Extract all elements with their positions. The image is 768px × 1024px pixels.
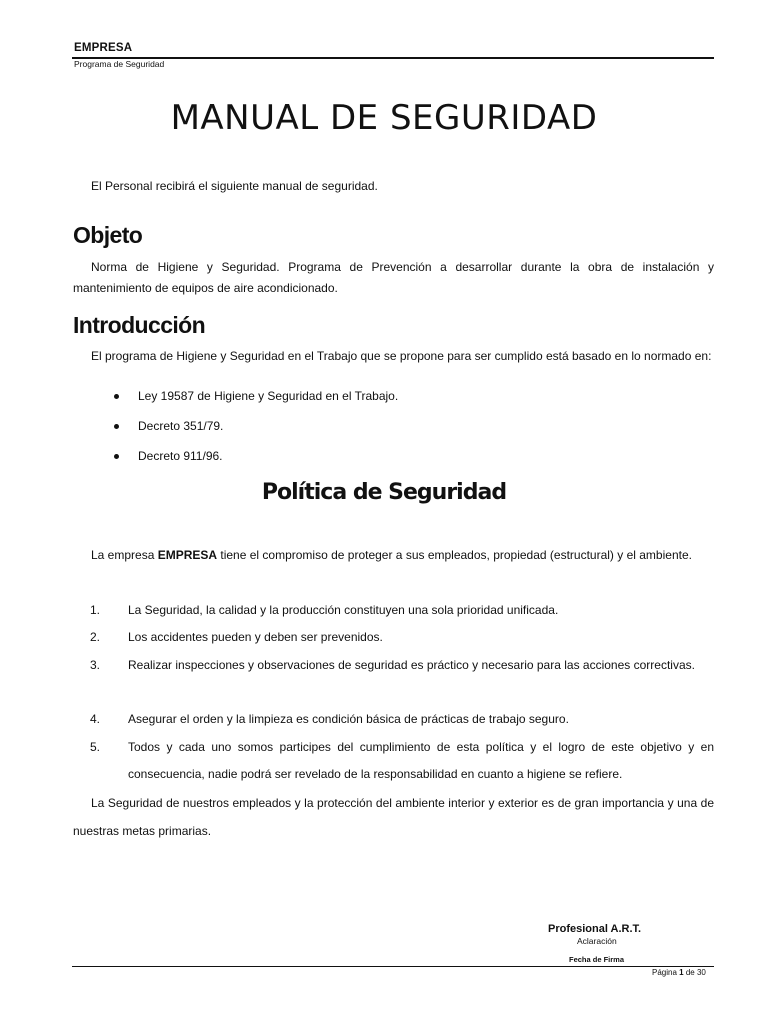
bullet-icon <box>114 454 119 459</box>
heading-objeto: Objeto <box>73 222 143 248</box>
document-title: MANUAL DE SEGURIDAD <box>170 98 598 138</box>
intro-line: El Personal recibirá el siguiente manual de seguridad. <box>91 179 378 193</box>
header-subtitle: Programa de Seguridad <box>74 59 165 69</box>
policy-item-number: 5. <box>90 740 101 754</box>
policy-item-number: 2. <box>90 630 101 644</box>
page-number <box>652 968 706 977</box>
signature-aclaracion: Aclaración <box>577 936 617 946</box>
politica-lead <box>73 541 714 569</box>
bullet-icon <box>114 394 119 399</box>
page-current: 1 <box>679 968 684 977</box>
politica-closing: La Seguridad de nuestros empleados y la protección del ambiente interior y exterior es de gran importancia y una de nuestras metas primarias. <box>73 796 714 838</box>
policy-item-text: Realizar inspecciones y observaciones de seguridad es práctico y necesario para las acciones correctivas. <box>128 658 695 672</box>
objeto-text: Norma de Higiene y Seguridad. Programa de Prevención a desarrollar durante la obra de instalación y mantenimiento de equipos de aire acondicionado. <box>73 260 714 295</box>
header-rule <box>72 57 714 59</box>
company-name-bold: EMPRESA <box>157 548 218 562</box>
policy-item-text: Asegurar el orden y la limpieza es condición básica de prácticas de trabajo seguro. <box>128 712 569 726</box>
politica-lead-after: tiene el compromiso de proteger a sus empleados, propiedad (estructural) y el ambiente. <box>217 548 692 562</box>
list-item-text: Decreto 351/79. <box>138 419 224 433</box>
policy-item-number: 3. <box>90 658 101 672</box>
page-prefix: Página <box>652 968 680 977</box>
policy-item-number: 1. <box>90 603 101 617</box>
signature-name: Profesional A.R.T. <box>548 923 642 935</box>
policy-item-text: Los accidentes pueden y deben ser prevenidos. <box>128 630 383 644</box>
bullet-icon <box>114 424 119 429</box>
list-item-text: Decreto 911/96. <box>138 449 223 463</box>
policy-item-text: La Seguridad, la calidad y la producción constituyen una sola prioridad unificada. <box>128 603 559 617</box>
header-company: EMPRESA <box>74 42 133 54</box>
heading-politica: Política de Seguridad <box>261 480 507 505</box>
footer-rule <box>72 966 714 967</box>
list-item-text: Ley 19587 de Higiene y Seguridad en el Trabajo. <box>138 389 399 403</box>
politica-lead-before: La empresa <box>91 548 158 562</box>
introduccion-text: El programa de Higiene y Seguridad en el Trabajo que se propone para ser cumplido está basado en lo normado en: <box>91 349 712 363</box>
heading-introduccion: Introducción <box>73 312 206 338</box>
signature-fecha: Fecha de Firma <box>569 955 625 964</box>
page-suffix: de 30 <box>683 968 706 977</box>
policy-item-text: Todos y cada uno somos participes del cumplimiento de esta política y el logro de este objetivo y en consecuencia, nadie podrá ser revelado de la responsabilidad en cuanto a higiene se refiere. <box>128 740 714 781</box>
policy-item-number: 4. <box>90 712 101 726</box>
